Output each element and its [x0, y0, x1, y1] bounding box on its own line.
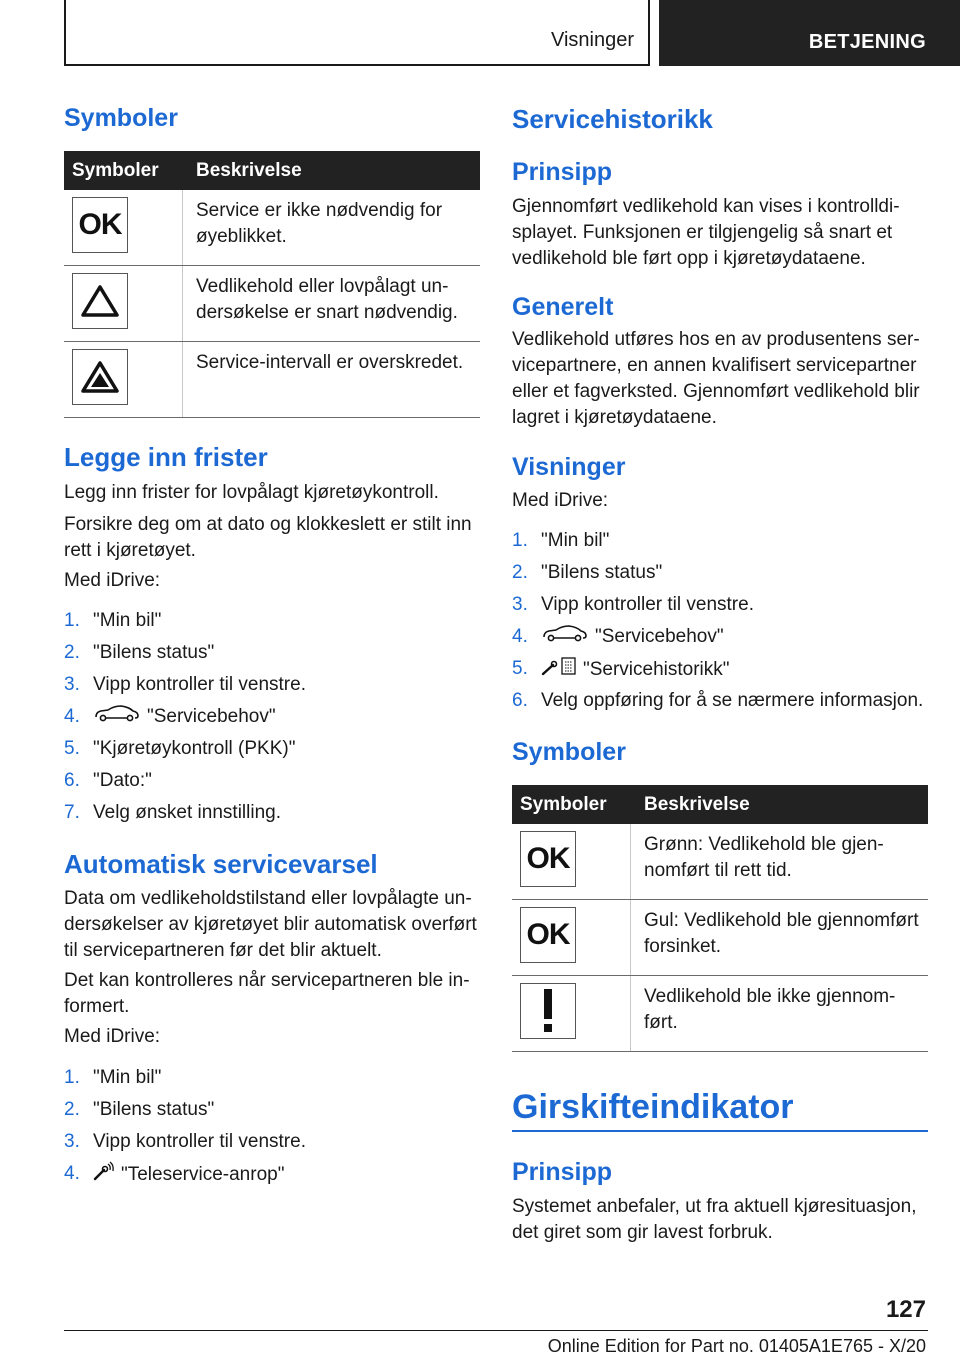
list-item: 2. "Bilens status"	[64, 1099, 215, 1120]
header-section-box	[64, 0, 650, 66]
general-heading: Generelt	[512, 293, 614, 321]
row-description: Grønn: Vedlikehold ble gjen-nomført til rett tid.	[644, 834, 884, 881]
table-row	[64, 190, 480, 266]
ok-icon: OK	[72, 197, 128, 253]
list-item: 3. Vipp kontroller til venstre.	[64, 674, 306, 695]
row-description: Service-intervall er overskredet.	[196, 352, 464, 373]
list-item: 3. Vipp kontroller til venstre.	[512, 594, 754, 615]
gear-heading: Girskifteindikator	[512, 1088, 794, 1126]
symbols-heading-left: Symboler	[64, 104, 178, 132]
warning-triangle-filled-icon	[72, 349, 128, 405]
symbols-table-left	[64, 151, 480, 418]
list-item: 3. Vipp kontroller til venstre.	[64, 1131, 306, 1152]
table-row	[512, 900, 928, 976]
auto-heading: Automatisk servicevarsel	[64, 849, 378, 879]
wrench-signal-icon	[93, 1161, 115, 1189]
list-item: 4. "Servicebehov"	[64, 704, 480, 736]
list-item: 2. "Bilens status"	[512, 562, 663, 583]
list-item: 1. "Min bil"	[64, 1067, 162, 1088]
page-number: 127	[885, 1296, 926, 1323]
auto-paragraph-2: Det kan kontrolleres når servicepartneren ble in-formert.	[64, 970, 470, 1017]
header-section-label: Visninger	[550, 29, 634, 51]
table-header	[64, 151, 480, 190]
deadlines-heading: Legge inn frister	[64, 442, 268, 472]
header-chapter-label: BETJENING	[808, 31, 926, 53]
col-symbol-header: Symboler	[520, 794, 607, 815]
warning-triangle-outline-icon	[72, 273, 128, 329]
auto-paragraph-1: Data om vedlikeholdstilstand eller lovpålagte un-dersøkelser av kjøretøyet blir automatisk overført til servicepartneren før det blir aktuelt.	[64, 888, 477, 961]
header-chapter-box	[659, 0, 960, 66]
section-rule	[512, 1130, 928, 1132]
col-symbol-header: Symboler	[72, 160, 159, 181]
list-item: 6. Velg oppføring for å se nærmere informasjon.	[512, 690, 924, 711]
list-item: 1. "Min bil"	[512, 530, 610, 551]
list-item: 2. "Bilens status"	[64, 642, 215, 663]
col-desc-header: Beskrivelse	[196, 160, 302, 181]
symbols-table-right	[512, 785, 928, 1052]
views-steps	[512, 528, 928, 720]
wrench-calendar-icon	[541, 656, 577, 684]
general-paragraph: Vedlikehold utføres hos en av produsentens ser-vicepartnere, en annen kvalifisert servicepartner eller et fagverksted. Gjennomført vedlikehold blir lagret i kjøretøydataene.	[512, 329, 920, 428]
auto-paragraph-3: Med iDrive:	[64, 1026, 161, 1047]
ok-icon: OK	[520, 831, 576, 887]
list-item: 4. "Teleservice-anrop"	[64, 1161, 480, 1193]
gear-principle-paragraph: Systemet anbefaler, ut fra aktuell kjøresituasjon, det giret som gir lavest forbruk.	[512, 1196, 917, 1243]
row-description: Vedlikehold eller lovpålagt un-dersøkelse er snart nødvendig.	[196, 276, 458, 323]
list-item: 4. "Servicebehov"	[512, 624, 928, 656]
deadlines-steps	[64, 608, 480, 832]
exclamation-icon	[520, 983, 576, 1039]
table-row	[512, 824, 928, 900]
table-header	[512, 785, 928, 824]
car-icon	[93, 704, 141, 730]
gear-principle-heading: Prinsipp	[512, 1158, 613, 1186]
views-paragraph: Med iDrive:	[512, 490, 609, 511]
col-desc-header: Beskrivelse	[644, 794, 750, 815]
table-row	[64, 342, 480, 418]
row-description: Vedlikehold ble ikke gjennom-ført.	[644, 986, 896, 1033]
row-description: Service er ikke nødvendig for øyeblikket.	[196, 200, 443, 247]
deadlines-paragraph-3: Med iDrive:	[64, 570, 161, 591]
ok-icon: OK	[520, 907, 576, 963]
list-item: 5. "Servicehistorikk"	[512, 656, 928, 688]
symbols-heading-right: Symboler	[512, 738, 626, 766]
row-description: Gul: Vedlikehold ble gjennomført forsinket.	[644, 910, 919, 957]
auto-steps	[64, 1065, 480, 1193]
history-heading: Servicehistorikk	[512, 104, 713, 134]
views-heading: Visninger	[512, 453, 626, 481]
table-row	[64, 266, 480, 342]
car-icon	[541, 624, 589, 650]
list-item: 7. Velg ønsket innstilling.	[64, 802, 281, 823]
page-header	[64, 0, 960, 66]
principle-paragraph: Gjennomført vedlikehold kan vises i kontrolldi-splayet. Funksjonen er tilgjengelig så snart et vedlikehold ble ført opp i kjøretøydataene.	[512, 196, 900, 269]
deadlines-paragraph-1: Legg inn frister for lovpålagt kjøretøykontroll.	[64, 482, 439, 503]
table-row	[512, 976, 928, 1052]
edition-text: Online Edition for Part no. 01405A1E765 - X/20	[547, 1336, 926, 1356]
footer-rule	[64, 1330, 928, 1331]
list-item: 1. "Min bil"	[64, 610, 162, 631]
deadlines-paragraph-2: Forsikre deg om at dato og klokkeslett er stilt inn rett i kjøretøyet.	[64, 514, 472, 561]
principle-heading: Prinsipp	[512, 158, 613, 186]
list-item: 5. "Kjøretøykontroll (PKK)"	[64, 738, 296, 759]
list-item: 6. "Dato:"	[64, 770, 152, 791]
